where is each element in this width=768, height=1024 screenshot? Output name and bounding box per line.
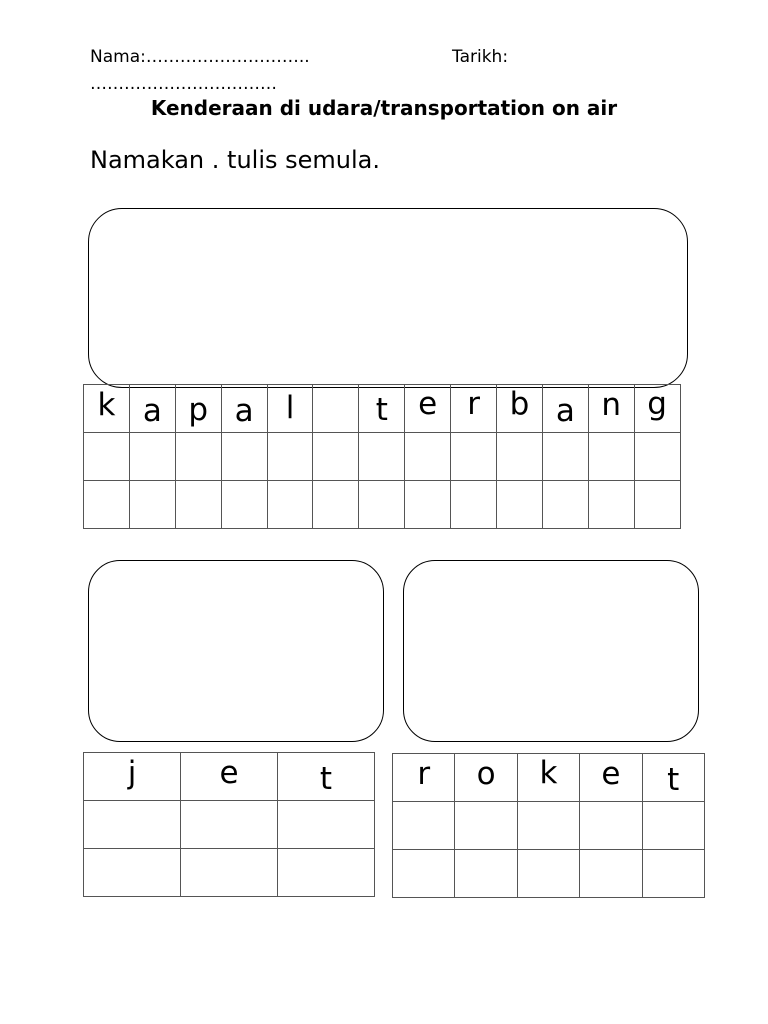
writing-cell[interactable] [588, 433, 634, 481]
letter-row [84, 385, 681, 433]
letter-cell: b [497, 385, 543, 433]
letter-row [393, 754, 705, 802]
writing-cell[interactable] [313, 481, 359, 529]
letter-cell: a [129, 385, 175, 433]
writing-cell[interactable] [84, 433, 130, 481]
letter-cell: a [221, 385, 267, 433]
writing-cell[interactable] [278, 849, 375, 897]
writing-cell[interactable] [497, 433, 543, 481]
letter-cell: e [181, 753, 278, 801]
writing-cell[interactable] [313, 433, 359, 481]
writing-cell[interactable] [580, 802, 642, 850]
writing-cell[interactable] [359, 433, 405, 481]
letter-cell: k [517, 754, 579, 802]
worksheet-title: Kenderaan di udara/transportation on air [150, 96, 618, 120]
writing-cell[interactable] [642, 802, 704, 850]
writing-cell[interactable] [580, 850, 642, 898]
writing-cell[interactable] [451, 481, 497, 529]
writing-cell[interactable] [455, 850, 517, 898]
writing-cell[interactable] [175, 481, 221, 529]
letter-cell [313, 385, 359, 433]
letter-cell: l [267, 385, 313, 433]
letter-grid-kapal-terbang [83, 384, 681, 529]
letter-cell: t [359, 385, 405, 433]
writing-cell[interactable] [84, 849, 181, 897]
letter-cell: e [580, 754, 642, 802]
picture-box-jet [88, 560, 384, 742]
letter-cell: t [278, 753, 375, 801]
letter-cell: o [455, 754, 517, 802]
writing-cell[interactable] [181, 801, 278, 849]
letter-cell: p [175, 385, 221, 433]
writing-cell[interactable] [451, 433, 497, 481]
writing-cell[interactable] [129, 433, 175, 481]
writing-cell[interactable] [181, 849, 278, 897]
writing-row [84, 481, 681, 529]
tarikh-label: Tarikh: [452, 47, 509, 67]
nama-label: Nama:……………………….. [90, 47, 310, 67]
writing-cell[interactable] [221, 433, 267, 481]
writing-cell[interactable] [175, 433, 221, 481]
letter-cell: r [451, 385, 497, 433]
writing-row [84, 801, 375, 849]
writing-cell[interactable] [634, 433, 680, 481]
writing-cell[interactable] [642, 850, 704, 898]
writing-cell[interactable] [497, 481, 543, 529]
writing-cell[interactable] [405, 481, 451, 529]
writing-cell[interactable] [278, 801, 375, 849]
letter-grid-roket [392, 753, 705, 898]
letter-grid-jet [83, 752, 375, 897]
tarikh-dots: …………………………… [90, 74, 277, 94]
writing-row [393, 850, 705, 898]
writing-row [393, 802, 705, 850]
letter-cell: e [405, 385, 451, 433]
writing-cell[interactable] [393, 802, 455, 850]
writing-cell[interactable] [455, 802, 517, 850]
letter-cell: r [393, 754, 455, 802]
writing-cell[interactable] [129, 481, 175, 529]
picture-box-airplane [88, 208, 688, 388]
writing-cell[interactable] [634, 481, 680, 529]
letter-cell: t [642, 754, 704, 802]
writing-cell[interactable] [517, 802, 579, 850]
instruction-text: Namakan . tulis semula. [90, 146, 380, 174]
writing-cell[interactable] [84, 801, 181, 849]
letter-cell: k [84, 385, 130, 433]
writing-cell[interactable] [393, 850, 455, 898]
letter-row [84, 753, 375, 801]
writing-cell[interactable] [221, 481, 267, 529]
writing-cell[interactable] [267, 481, 313, 529]
picture-box-roket [403, 560, 699, 742]
writing-cell[interactable] [588, 481, 634, 529]
writing-cell[interactable] [84, 481, 130, 529]
writing-cell[interactable] [542, 481, 588, 529]
writing-cell[interactable] [405, 433, 451, 481]
writing-row [84, 849, 375, 897]
letter-cell: j [84, 753, 181, 801]
writing-cell[interactable] [517, 850, 579, 898]
writing-row [84, 433, 681, 481]
letter-cell: n [588, 385, 634, 433]
writing-cell[interactable] [267, 433, 313, 481]
writing-cell[interactable] [359, 481, 405, 529]
letter-cell: g [634, 385, 680, 433]
writing-cell[interactable] [542, 433, 588, 481]
letter-cell: a [542, 385, 588, 433]
